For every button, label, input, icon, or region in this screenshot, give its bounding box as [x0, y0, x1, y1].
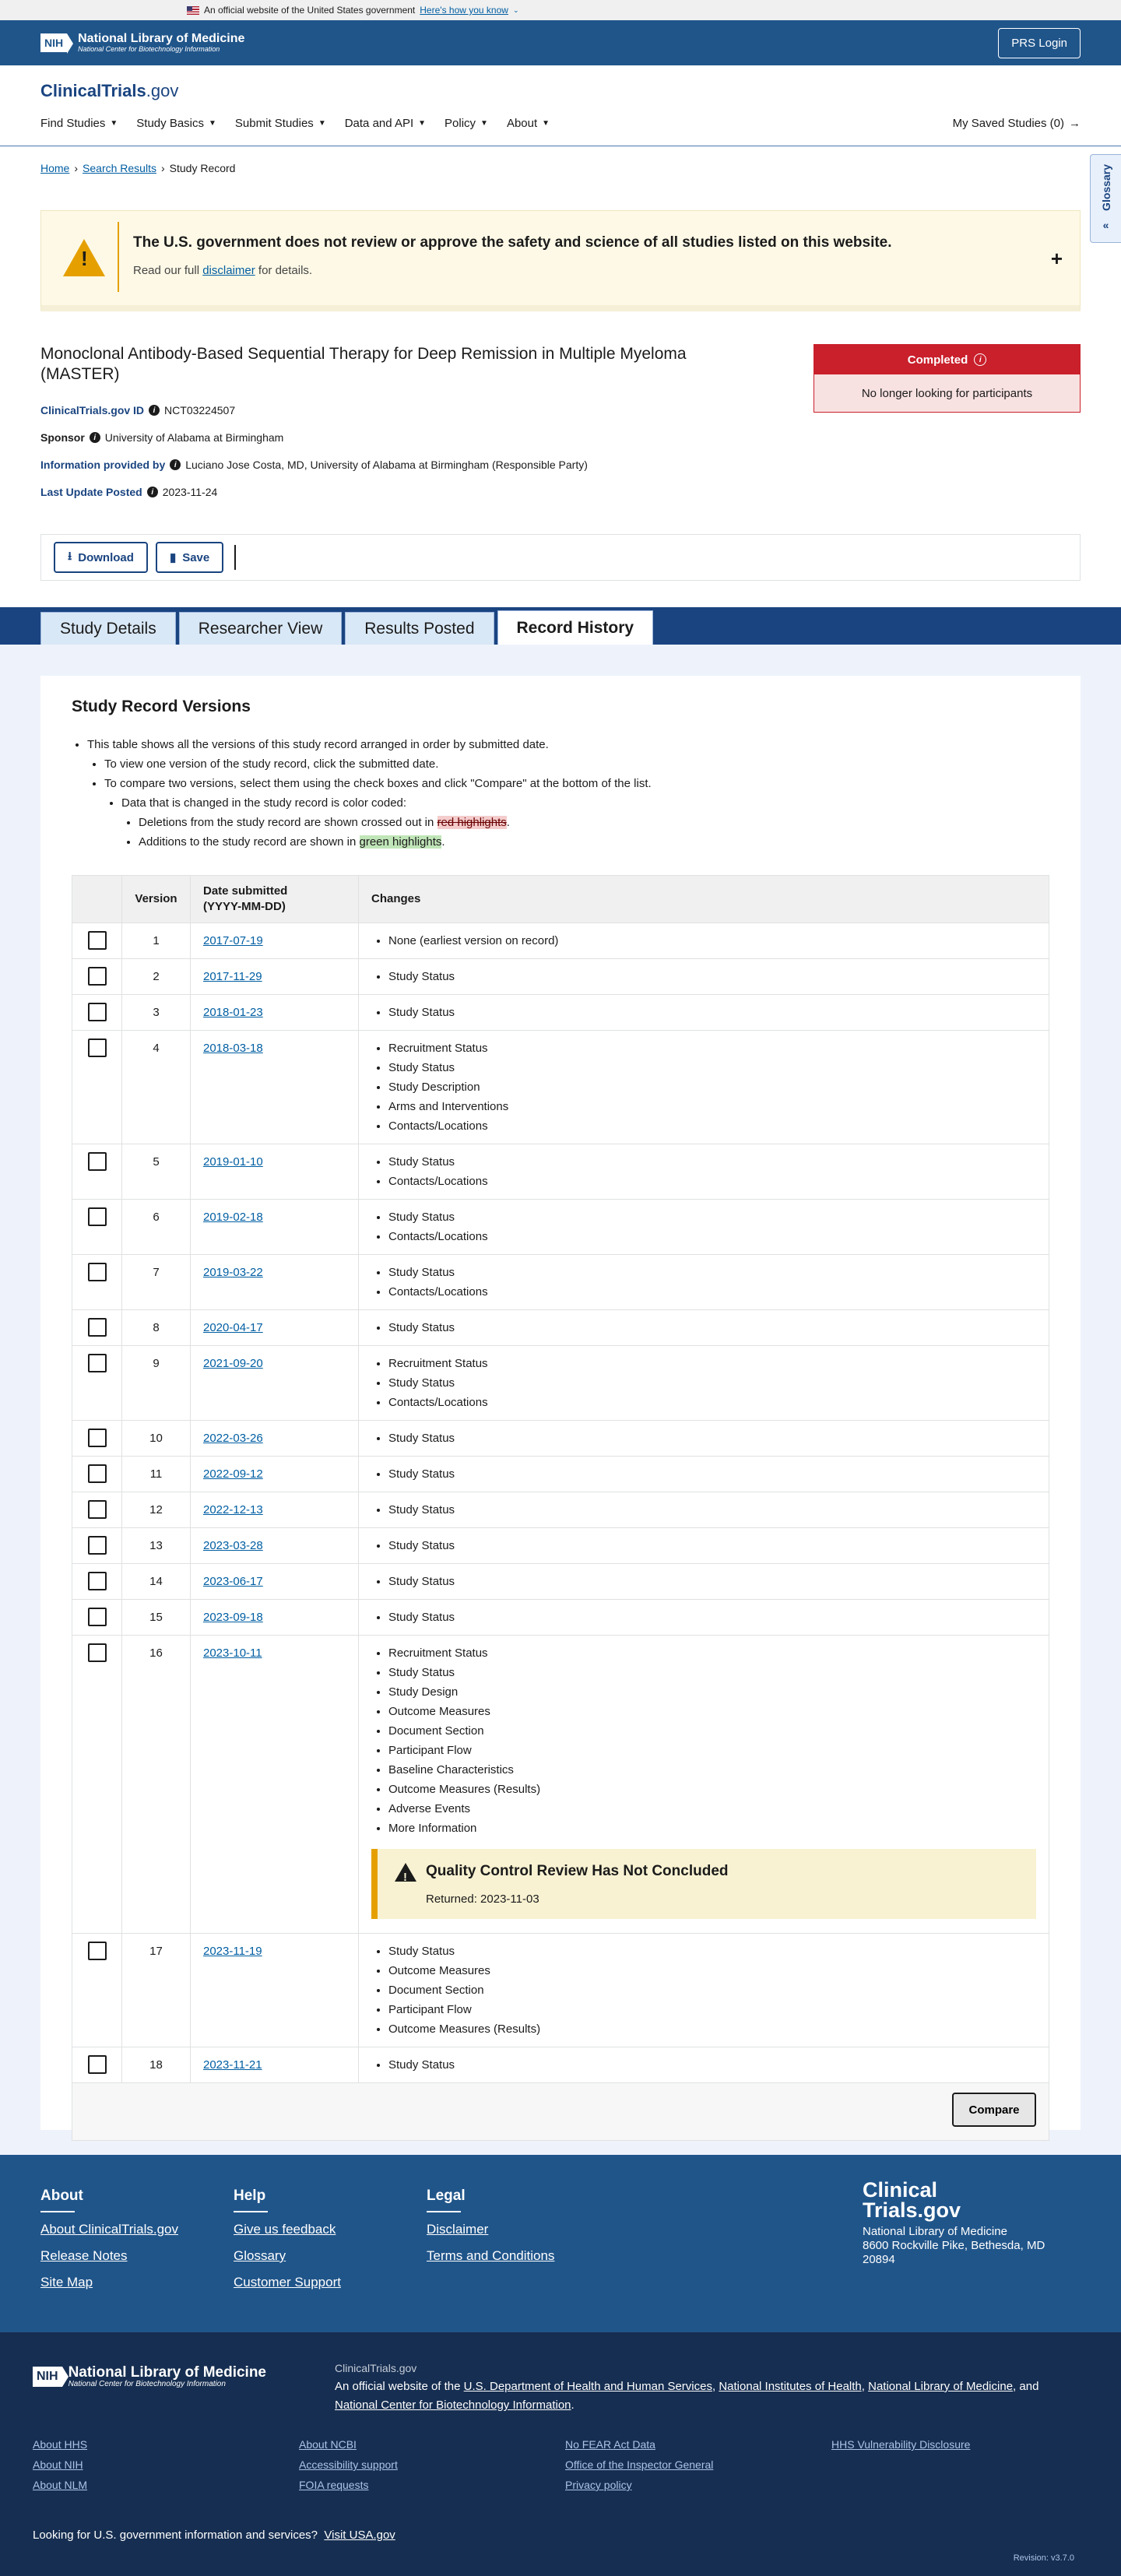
last-update-value: 2023-11-24: [162, 486, 218, 498]
change-item: • Study Status: [388, 967, 1036, 986]
actions-bar: [40, 534, 1081, 581]
footer-link[interactable]: About NIH: [33, 2458, 83, 2471]
footer-logo-b: Trials.gov: [863, 2198, 961, 2222]
version-checkbox[interactable]: [88, 1429, 107, 1447]
chevron-down-icon: ▼: [542, 119, 550, 128]
ncbi-subtitle: National Center for Biotechnology Information: [78, 44, 220, 53]
version-number: 4: [122, 1031, 191, 1144]
change-item: • Recruitment Status: [388, 1643, 1036, 1663]
last-update-label: Last Update Posted: [40, 486, 142, 498]
version-header: Version: [122, 876, 191, 923]
red-highlight-sample: red highlights: [437, 816, 507, 829]
changes-list: [371, 1429, 1036, 1448]
nih-badge: NIH: [40, 33, 67, 52]
add-pre: Additions to the study record are shown in: [139, 835, 360, 849]
footer-link[interactable]: No FEAR Act Data: [565, 2438, 655, 2451]
info-icon[interactable]: i: [170, 459, 181, 470]
footer-about-title: About: [40, 2188, 178, 2212]
info-icon[interactable]: i: [90, 432, 100, 443]
alert-pre: Read our full: [133, 264, 203, 277]
checkbox-header: [72, 876, 122, 923]
download-icon: ⭳: [68, 549, 72, 563]
footer-link[interactable]: About NLM: [33, 2479, 88, 2491]
version-number: 12: [122, 1492, 191, 1528]
nav-find-studies[interactable]: [40, 117, 118, 130]
del-pre: Deletions from the study record are shown crossed out in: [139, 816, 438, 829]
breadcrumb-home[interactable]: Home: [40, 162, 70, 174]
change-item: • Outcome Measures: [388, 1961, 1036, 1980]
date-header: [191, 876, 359, 923]
version-checkbox[interactable]: [88, 1572, 107, 1590]
ct-label: ClinicalTrials.gov: [335, 2362, 417, 2374]
version-checkbox[interactable]: [88, 967, 107, 986]
gov-banner: [0, 0, 1121, 20]
changes-list: [371, 1572, 1036, 1591]
changes-list: [371, 1354, 1036, 1412]
footer-link[interactable]: Customer Support: [234, 2275, 341, 2290]
version-number: 15: [122, 1600, 191, 1636]
changes-list: [371, 1536, 1036, 1555]
change-item: • Study Status: [388, 1608, 1036, 1627]
footer-links-grid: [33, 2438, 1088, 2491]
changes-list: [371, 1500, 1036, 1520]
qc-title: Quality Control Review Has Not Concluded: [426, 1863, 729, 1879]
change-item: • Contacts/Locations: [388, 1393, 1036, 1412]
change-item: • Recruitment Status: [388, 1038, 1036, 1058]
version-date-link[interactable]: 2022-12-13: [203, 1503, 263, 1516]
status-label: Completed: [907, 353, 968, 367]
nih-badge: NIH: [33, 2367, 62, 2387]
warning-icon: [395, 1863, 416, 1882]
version-date-link[interactable]: 2022-09-12: [203, 1467, 263, 1481]
version-number: 2: [122, 959, 191, 995]
table-row: [72, 995, 1049, 1031]
site-footer: [0, 2155, 1121, 2332]
footer-link[interactable]: Privacy policy: [565, 2479, 632, 2491]
chevron-down-icon: ⌄: [512, 5, 519, 14]
change-item: • None (earliest version on record): [388, 931, 1036, 951]
version-date-link[interactable]: 2020-04-17: [203, 1321, 263, 1334]
nlm-footer: [0, 2332, 1121, 2576]
sponsor-value: University of Alabama at Birmingham: [104, 431, 284, 444]
study-id-row: [40, 404, 235, 416]
change-item: • Study Status: [388, 1003, 1036, 1022]
version-number: 7: [122, 1255, 191, 1310]
footer-link[interactable]: Office of the Inspector General: [565, 2458, 714, 2471]
tab-record-history[interactable]: Record History: [497, 610, 654, 645]
change-item: • Adverse Events: [388, 1799, 1036, 1819]
nav-label: Submit Studies: [234, 117, 314, 130]
change-item: • Study Status: [388, 1536, 1036, 1555]
revision-label: Revision: v3.7.0: [1013, 2553, 1074, 2563]
nih-link[interactable]: National Institutes of Health: [719, 2380, 862, 2393]
date-format-label: (YYYY-MM-DD): [203, 900, 286, 913]
footer-link[interactable]: Accessibility support: [299, 2458, 398, 2471]
changes-list: [371, 1207, 1036, 1246]
us-flag-icon: [187, 6, 199, 15]
footer-address: [863, 2225, 1065, 2267]
nlm-link[interactable]: National Library of Medicine: [868, 2380, 1014, 2393]
version-number: 1: [122, 923, 191, 959]
nav-submit-studies[interactable]: [235, 117, 326, 130]
changes-list: [371, 1038, 1036, 1136]
changes-list: [371, 1003, 1036, 1022]
footer-link[interactable]: Site Map: [40, 2275, 93, 2290]
version-number: 18: [122, 2047, 191, 2083]
version-checkbox[interactable]: [88, 1464, 107, 1483]
footer-link: [831, 2458, 1088, 2471]
nav-label: Policy: [445, 117, 476, 130]
nav-label: About: [506, 117, 538, 130]
ncbi-link[interactable]: National Center for Biotechnology Information: [335, 2399, 571, 2412]
glossary-tab[interactable]: [1090, 154, 1121, 243]
version-number: 16: [122, 1636, 191, 1934]
breadcrumb: [40, 162, 235, 174]
table-row: [72, 1031, 1049, 1144]
prs-login-button[interactable]: PRS Login: [998, 28, 1081, 58]
footer-link[interactable]: About NCBI: [299, 2438, 357, 2451]
footer-legal: [427, 2188, 554, 2275]
table-row: [72, 1310, 1049, 1346]
change-item: • Participant Flow: [388, 2000, 1036, 2019]
table-row: [72, 1200, 1049, 1255]
footer-link[interactable]: Release Notes: [40, 2248, 128, 2263]
changes-list: [371, 1152, 1036, 1191]
study-id-label: ClinicalTrials.gov ID: [40, 404, 145, 416]
bookmark-icon: ▮: [169, 551, 177, 564]
change-item: • More Information: [388, 1819, 1036, 1838]
address-line: 8600 Rockville Pike, Bethesda, MD 20894: [863, 2239, 1045, 2266]
table-row: [72, 1421, 1049, 1457]
my-saved-studies-link[interactable]: [953, 117, 1081, 130]
change-item: • Contacts/Locations: [388, 1116, 1036, 1136]
addition-legend: • Additions to the study record are shown in green highlights.: [139, 832, 652, 852]
gov-banner-text: An official website of the United States government: [204, 5, 416, 16]
changes-list: [371, 1608, 1036, 1627]
nav-study-basics[interactable]: [136, 117, 216, 130]
changes-list: [371, 2055, 1036, 2075]
site-logo-b: .gov: [146, 81, 179, 100]
address-line: National Library of Medicine: [863, 2225, 1007, 2238]
change-item: • Outcome Measures (Results): [388, 1780, 1036, 1799]
version-checkbox[interactable]: [88, 2055, 107, 2074]
chevron-down-icon: ▼: [209, 119, 216, 128]
info-icon[interactable]: i: [147, 487, 158, 497]
tab-study-details[interactable]: Study Details: [40, 612, 176, 645]
chevron-down-icon: ▼: [110, 119, 118, 128]
alert-post: for details.: [255, 264, 313, 277]
nav-policy[interactable]: [445, 117, 488, 130]
change-item: • Study Status: [388, 1942, 1036, 1961]
changes-list: [371, 1464, 1036, 1484]
footer-link[interactable]: Give us feedback: [234, 2222, 336, 2237]
version-date-link[interactable]: 2018-01-23: [203, 1006, 263, 1019]
nlm-logo[interactable]: [40, 33, 244, 53]
site-logo-a: ClinicalTrials: [40, 81, 146, 100]
nav-about[interactable]: [507, 117, 550, 130]
intro-line: This table shows all the versions of this study record arranged in order by submitted date.: [87, 738, 549, 751]
change-item: • Study Status: [388, 1464, 1036, 1484]
footer-link[interactable]: Glossary: [234, 2248, 286, 2263]
intro-bullet: To compare two versions, select them using the check boxes and click "Compare" at the bottom of the list.: [104, 777, 652, 790]
changes-list: [371, 1942, 1036, 2039]
nav-data-and-api[interactable]: [345, 117, 426, 130]
change-item: • Arms and Interventions: [388, 1097, 1036, 1116]
footer-brand: [863, 2180, 1065, 2267]
info-icon[interactable]: i: [974, 353, 986, 366]
change-item: • Participant Flow: [388, 1741, 1036, 1760]
last-update-row: [40, 486, 217, 498]
version-checkbox[interactable]: [88, 1003, 107, 1021]
ncbi-subtitle: National Center for Biotechnology Information: [68, 2379, 226, 2388]
change-item: • Study Status: [388, 1318, 1036, 1337]
footer-link[interactable]: About HHS: [33, 2438, 88, 2451]
nlm-title: National Library of Medicine: [78, 31, 245, 45]
footer-logo-a: Clinical: [863, 2178, 938, 2202]
footer-help-title: Help: [234, 2188, 341, 2212]
version-date-link[interactable]: 2023-10-11: [203, 1646, 262, 1660]
deletion-legend: • Deletions from the study record are shown crossed out in red highlights.: [139, 813, 652, 832]
version-checkbox[interactable]: [88, 1608, 107, 1626]
footer-link[interactable]: FOIA requests: [299, 2479, 369, 2491]
version-number: 9: [122, 1346, 191, 1421]
footer-logo[interactable]: [863, 2178, 961, 2222]
status-detail: No longer looking for participants: [814, 374, 1080, 412]
change-item: • Study Status: [388, 1263, 1036, 1282]
table-row: [72, 1492, 1049, 1528]
info-provided-label: Information provided by: [40, 459, 166, 471]
footer-link: [831, 2479, 1088, 2491]
change-item: • Contacts/Locations: [388, 1172, 1036, 1191]
section-title: Study Record Versions: [72, 698, 251, 715]
official-pre: An official website of the: [335, 2380, 464, 2393]
changes-list: [371, 967, 1036, 986]
sponsor-row: [40, 431, 283, 444]
version-date-link[interactable]: 2022-03-26: [203, 1432, 263, 1445]
status-box: [814, 344, 1081, 413]
nav-label: Study Basics: [136, 117, 205, 130]
changes-list: [371, 1263, 1036, 1302]
and-text: and: [1019, 2380, 1039, 2393]
version-checkbox[interactable]: [88, 1152, 107, 1171]
version-date-link[interactable]: 2023-11-21: [203, 2058, 262, 2072]
footer-link[interactable]: Disclaimer: [427, 2222, 489, 2237]
record-history-card: [40, 676, 1081, 2130]
version-number: 14: [122, 1564, 191, 1600]
table-row: [72, 959, 1049, 995]
change-item: • Outcome Measures (Results): [388, 2019, 1036, 2039]
qc-returned: Returned: 2023-11-03: [426, 1892, 539, 1906]
version-date-link[interactable]: 2019-03-22: [203, 1266, 263, 1279]
info-provided-value: Luciano Jose Costa, MD, University of Alabama at Birmingham (Responsible Party): [185, 459, 588, 471]
status-completed: [814, 345, 1080, 374]
version-date-link[interactable]: 2023-03-28: [203, 1539, 263, 1552]
version-date-link[interactable]: 2023-06-17: [203, 1575, 263, 1588]
change-item: • Document Section: [388, 1980, 1036, 2000]
save-button[interactable]: [156, 542, 223, 573]
info-provided-row: [40, 459, 588, 471]
change-item: • Baseline Characteristics: [388, 1760, 1036, 1780]
table-row: [72, 1564, 1049, 1600]
version-checkbox[interactable]: [88, 1536, 107, 1555]
footer-link[interactable]: Terms and Conditions: [427, 2248, 555, 2263]
version-checkbox[interactable]: [88, 1354, 107, 1372]
study-tabs: [0, 607, 1121, 645]
version-checkbox[interactable]: [88, 1207, 107, 1226]
version-checkbox[interactable]: [88, 931, 107, 950]
change-item: • Recruitment Status: [388, 1354, 1036, 1373]
visit-usa-gov-link[interactable]: Visit USA.gov: [324, 2529, 395, 2542]
main-nav: [40, 117, 1081, 130]
change-item: • Study Status: [388, 1500, 1036, 1520]
qc-alert: [371, 1849, 1036, 1919]
change-item: • Study Status: [388, 1572, 1036, 1591]
heres-how-you-know-link[interactable]: Here's how you know: [420, 5, 508, 16]
tab-results-posted[interactable]: Results Posted: [345, 612, 494, 645]
footer-legal-title: Legal: [427, 2188, 554, 2212]
change-item: • Study Status: [388, 1207, 1036, 1227]
saved-label: My Saved Studies (0): [952, 117, 1064, 130]
change-item: • Study Status: [388, 1429, 1036, 1448]
intro-bullet: Data that is changed in the study record is color coded:: [121, 796, 407, 810]
version-date-link[interactable]: 2023-09-18: [203, 1611, 263, 1624]
hhs-link[interactable]: U.S. Department of Health and Human Services: [463, 2380, 712, 2393]
compare-button[interactable]: Compare: [952, 2093, 1036, 2127]
actions-divider: [234, 545, 236, 570]
intro-bullet: • To view one version of the study record, click the submitted date.: [104, 754, 652, 774]
alert-subtext: [133, 264, 312, 277]
glossary-label: Glossary: [1099, 164, 1112, 211]
version-date-link[interactable]: 2017-07-19: [203, 934, 263, 947]
alert-divider: [118, 222, 119, 292]
change-item: • Study Status: [388, 1663, 1036, 1682]
study-title: Monoclonal Antibody-Based Sequential Therapy for Deep Remission in Multiple Myeloma (MASTER): [40, 345, 687, 383]
intro-text: [72, 735, 652, 852]
expand-plus-icon[interactable]: +: [1050, 247, 1063, 270]
version-number: 11: [122, 1457, 191, 1492]
table-row: [72, 1255, 1049, 1310]
change-item: • Study Status: [388, 2055, 1036, 2075]
date-header-label: Date submitted: [203, 884, 288, 898]
nlm-footer-logo[interactable]: [33, 2365, 266, 2388]
site-header: [0, 65, 1121, 146]
table-row: [72, 923, 1049, 959]
table-row: [72, 1346, 1049, 1421]
usa-pre: Looking for U.S. government information and services?: [33, 2529, 318, 2542]
change-item: • Study Description: [388, 1077, 1036, 1097]
change-item: • Study Design: [388, 1682, 1036, 1702]
table-row: [72, 1600, 1049, 1636]
version-number: 5: [122, 1144, 191, 1200]
version-date-link[interactable]: 2017-11-29: [203, 970, 262, 983]
change-item: • Study Status: [388, 1058, 1036, 1077]
chevron-down-icon: ▼: [418, 119, 427, 128]
nav-label: Find Studies: [40, 117, 106, 130]
version-number: 8: [122, 1310, 191, 1346]
download-button[interactable]: [54, 542, 148, 573]
table-row: [72, 1636, 1049, 1934]
table-row: [72, 1528, 1049, 1564]
changes-list: [371, 1643, 1036, 1838]
chevron-down-icon: ▼: [318, 119, 326, 128]
footer-link[interactable]: About ClinicalTrials.gov: [40, 2222, 178, 2237]
changes-header: Changes: [359, 876, 1049, 923]
version-date-link[interactable]: 2019-02-18: [203, 1211, 263, 1224]
site-logo[interactable]: [40, 81, 178, 101]
table-row: [72, 1934, 1049, 2047]
nav-label: Data and API: [344, 117, 414, 130]
study-id-value: NCT03224507: [164, 404, 236, 416]
change-item: • Study Status: [388, 1373, 1036, 1393]
change-item: • Contacts/Locations: [388, 1227, 1036, 1246]
chevron-right-icon: ›: [74, 162, 79, 174]
breadcrumb-current: Study Record: [169, 162, 236, 174]
version-number: 3: [122, 995, 191, 1031]
double-chevron-left-icon: «: [1102, 218, 1109, 231]
version-number: 17: [122, 1934, 191, 2047]
info-icon[interactable]: i: [149, 405, 160, 416]
breadcrumb-search-results[interactable]: Search Results: [83, 162, 156, 174]
chevron-down-icon: ▼: [480, 119, 488, 128]
change-item: • Document Section: [388, 1721, 1036, 1741]
versions-table: [72, 875, 1049, 2141]
changes-list: [371, 931, 1036, 951]
table-row: [72, 1144, 1049, 1200]
version-date-link[interactable]: 2018-03-18: [203, 1042, 263, 1055]
changes-list: [371, 1318, 1036, 1337]
usa-gov-row: [33, 2529, 395, 2542]
table-row: [72, 2047, 1049, 2083]
official-website-text: ClinicalTrials.gov An official website of the U.S. Department of Health and Human Services, National Institutes of Health, National Library of Medicine, and National Center for Biotechnology Information.: [335, 2359, 1067, 2415]
change-item: • Study Status: [388, 1152, 1036, 1172]
version-checkbox[interactable]: [88, 1318, 107, 1337]
version-checkbox[interactable]: [88, 1038, 107, 1057]
warning-icon: [63, 239, 105, 276]
disclaimer-link[interactable]: disclaimer: [202, 264, 255, 277]
version-checkbox[interactable]: [88, 1942, 107, 1960]
save-label: Save: [182, 550, 210, 564]
sponsor-label: Sponsor: [40, 431, 85, 444]
nlm-title: National Library of Medicine: [68, 2364, 266, 2381]
download-label: Download: [78, 550, 134, 564]
version-date-link[interactable]: 2021-09-20: [203, 1357, 263, 1370]
version-date-link[interactable]: 2019-01-10: [203, 1155, 263, 1169]
footer-link[interactable]: HHS Vulnerability Disclosure: [831, 2438, 971, 2451]
version-number: 13: [122, 1528, 191, 1564]
arrow-right-icon: →: [1069, 117, 1081, 130]
version-checkbox[interactable]: [88, 1643, 107, 1662]
table-row: [72, 1457, 1049, 1492]
version-checkbox[interactable]: [88, 1500, 107, 1519]
chevron-right-icon: ›: [160, 162, 165, 174]
alert-title: The U.S. government does not review or approve the safety and science of all studies listed on this website.: [133, 234, 892, 251]
disclaimer-alert: [40, 210, 1081, 311]
change-item: • Contacts/Locations: [388, 1282, 1036, 1302]
green-highlight-sample: green highlights: [359, 835, 442, 849]
version-checkbox[interactable]: [88, 1263, 107, 1281]
version-number: 6: [122, 1200, 191, 1255]
version-number: 10: [122, 1421, 191, 1457]
footer-help: [234, 2188, 341, 2301]
footer-about: [40, 2188, 178, 2301]
nih-header: [0, 20, 1121, 65]
change-item: • Outcome Measures: [388, 1702, 1036, 1721]
version-date-link[interactable]: 2023-11-19: [203, 1945, 262, 1958]
tab-researcher-view[interactable]: Researcher View: [179, 612, 343, 645]
